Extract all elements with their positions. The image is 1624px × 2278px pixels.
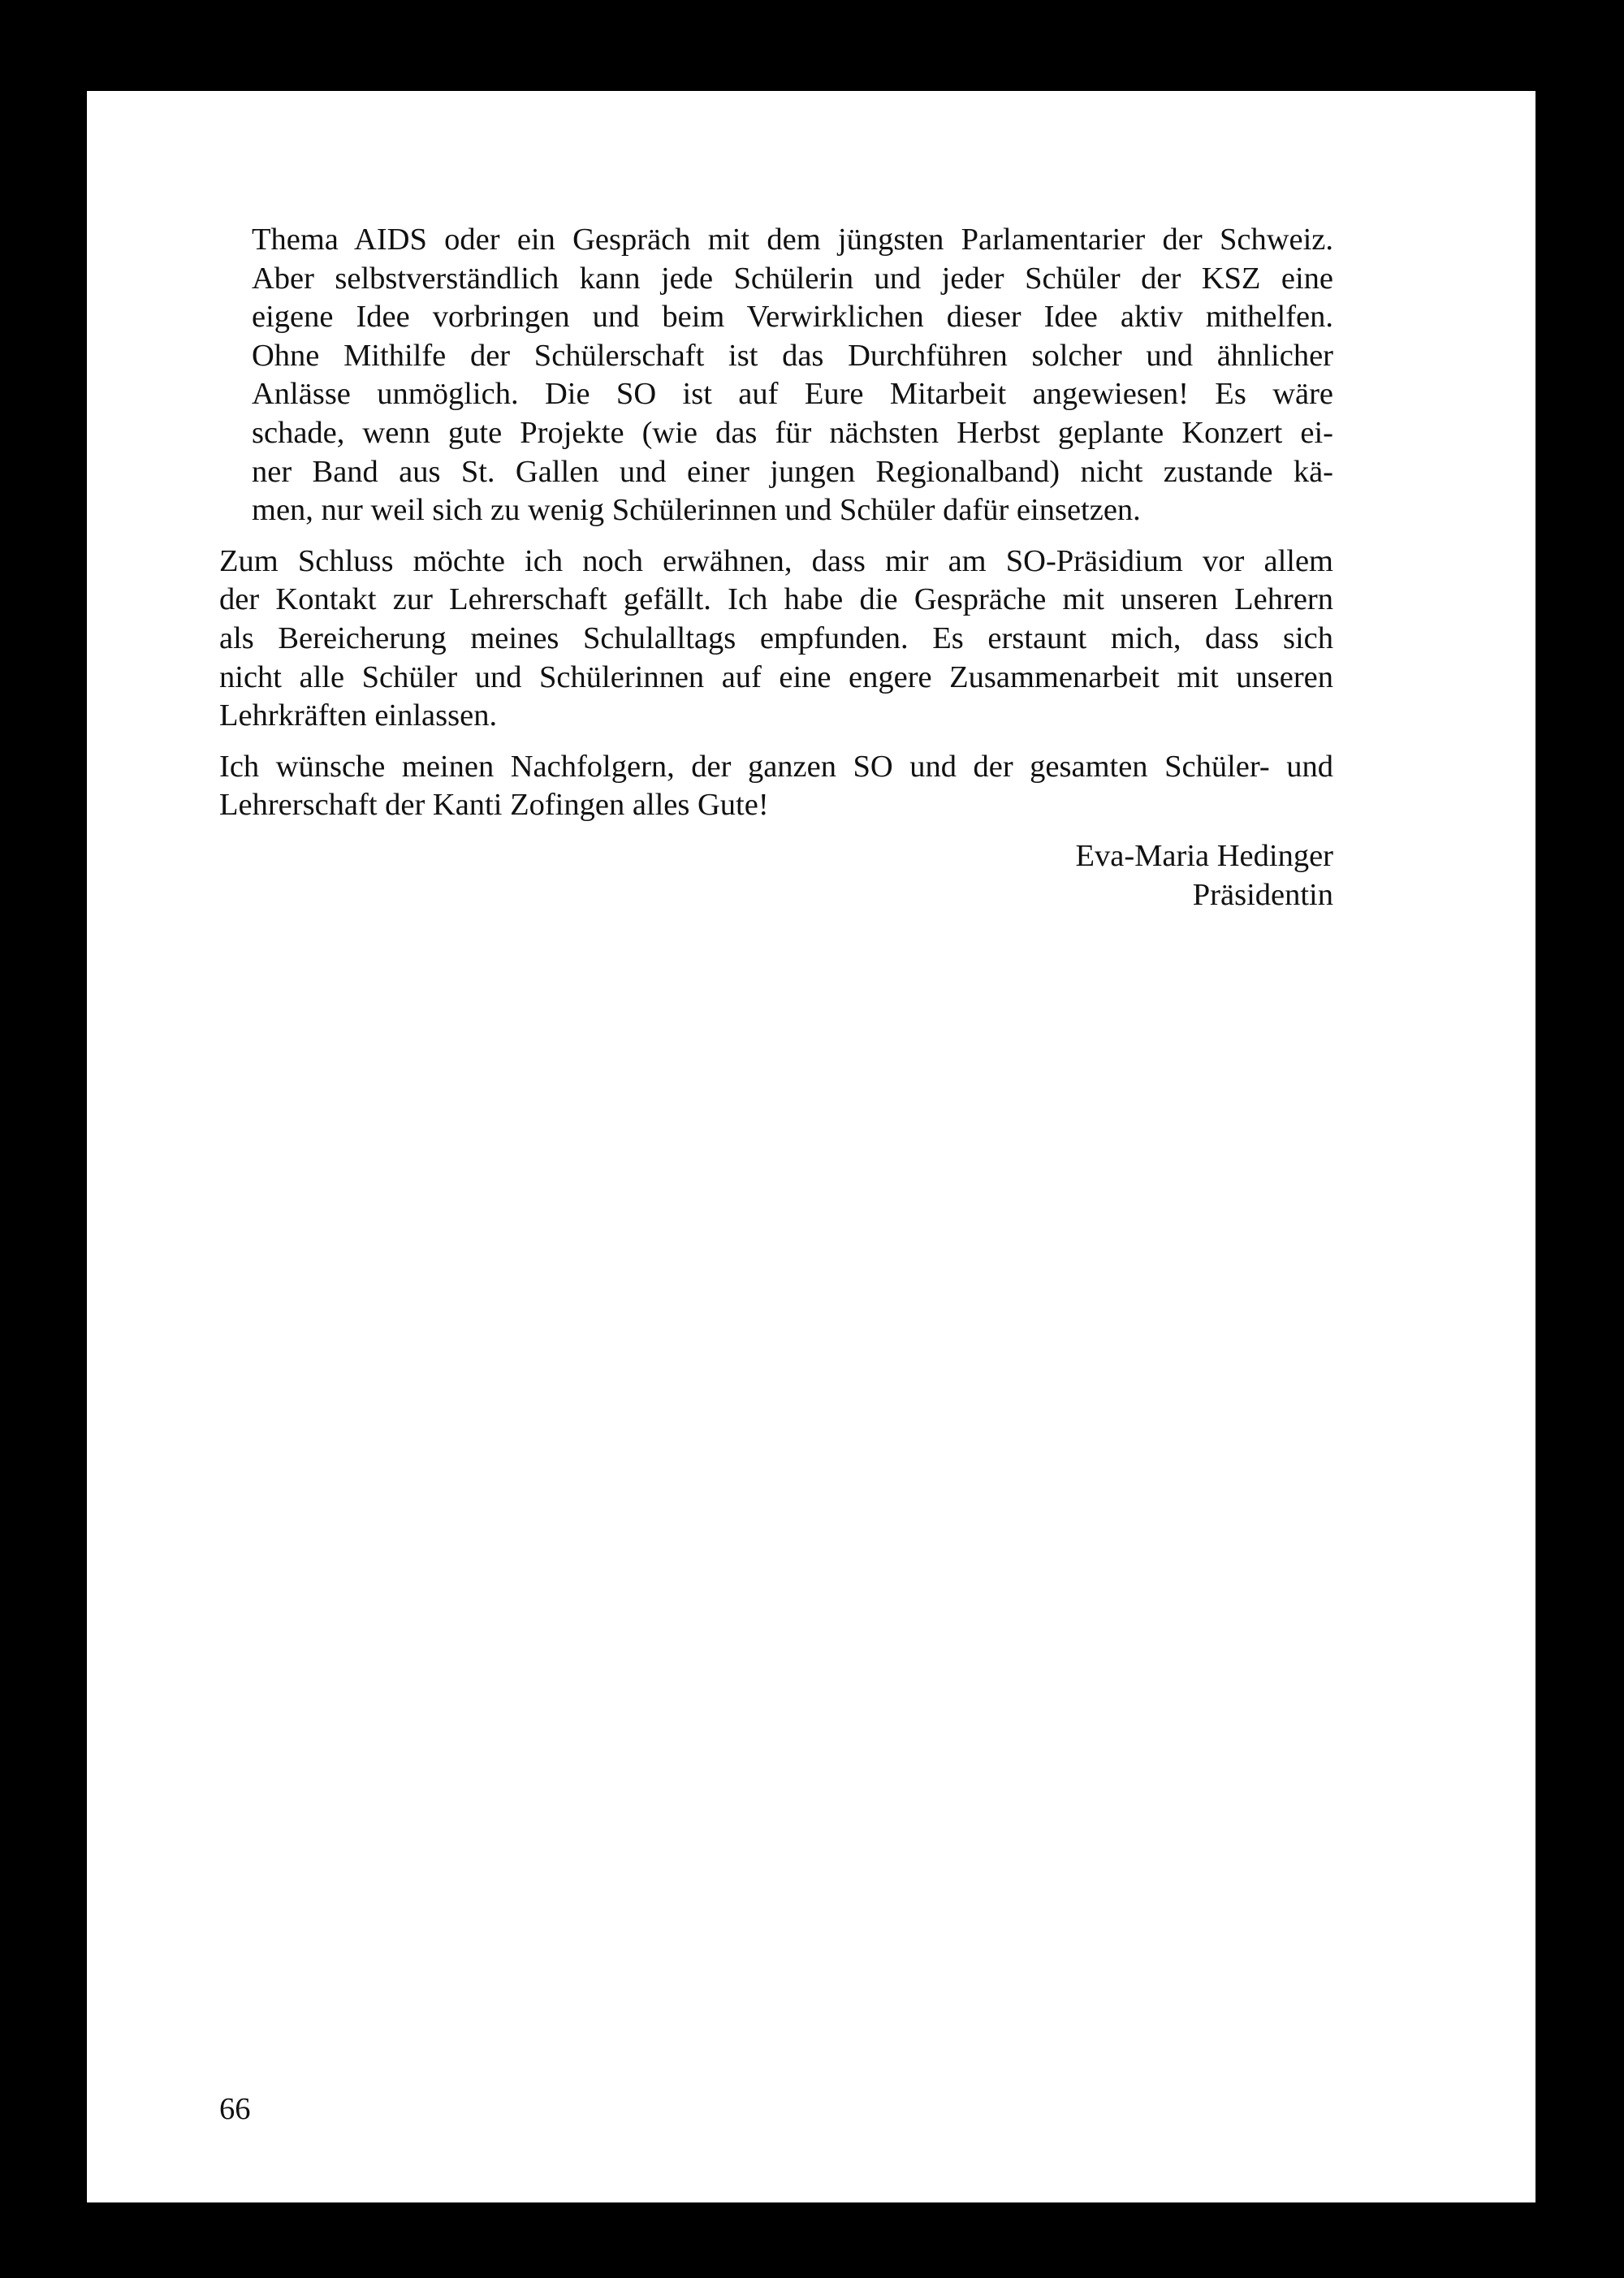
page-content — [219, 221, 1333, 914]
text-line: nicht alle Schüler und Schülerinnen auf eine engere Zusammenarbeit mit unseren — [219, 659, 1333, 694]
text-line: Ohne Mithilfe der Schülerschaft ist das Durchführen solcher und ähnlicher — [252, 338, 1333, 373]
text-line: eigene Idee vorbringen und beim Verwirklichen dieser Idee aktiv mithelfen. — [252, 300, 1333, 335]
text-line: der Kontakt zur Lehrerschaft gefällt. Ich habe die Gespräche mit unseren Lehrern — [219, 582, 1333, 617]
text-line: Zum Schluss möchte ich noch erwähnen, dass mir am SO-Präsidium vor allem — [219, 543, 1333, 578]
signature-title: Präsidentin — [1192, 877, 1333, 912]
paragraph-2 — [219, 542, 1333, 736]
signature-name: Eva-Maria Hedinger — [1075, 838, 1333, 873]
text-line: Lehrkräften einlassen. — [219, 698, 498, 733]
text-line: Thema AIDS oder ein Gespräch mit dem jüngsten Parlamentarier der Schweiz. — [252, 223, 1333, 257]
text-line: Ich wünsche meinen Nachfolgern, der ganzen SO und der gesamten Schüler- und — [219, 749, 1333, 784]
text-line: Anlässe unmöglich. Die SO ist auf Eure Mitarbeit angewiesen! Es wäre — [252, 377, 1333, 412]
paragraph-1 — [219, 221, 1333, 530]
signature-block — [219, 837, 1333, 914]
text-line: Aber selbstverständlich kann jede Schülerin und jeder Schüler der KSZ eine — [252, 261, 1333, 296]
text-line: ner Band aus St. Gallen und einer jungen Regionalband) nicht zustande kä- — [252, 454, 1333, 489]
paragraph-3 — [219, 748, 1333, 825]
text-line: schade, wenn gute Projekte (wie das für nächsten Herbst geplante Konzert ei- — [252, 415, 1333, 450]
text-line: als Bereicherung meines Schulalltags empfunden. Es erstaunt mich, dass sich — [219, 620, 1333, 655]
document-page — [87, 91, 1535, 2202]
text-line: Lehrerschaft der Kanti Zofingen alles Gute! — [219, 788, 769, 823]
text-line: men, nur weil sich zu wenig Schülerinnen und Schüler dafür einsetzen. — [252, 493, 1141, 528]
page-number: 66 — [219, 2092, 251, 2126]
